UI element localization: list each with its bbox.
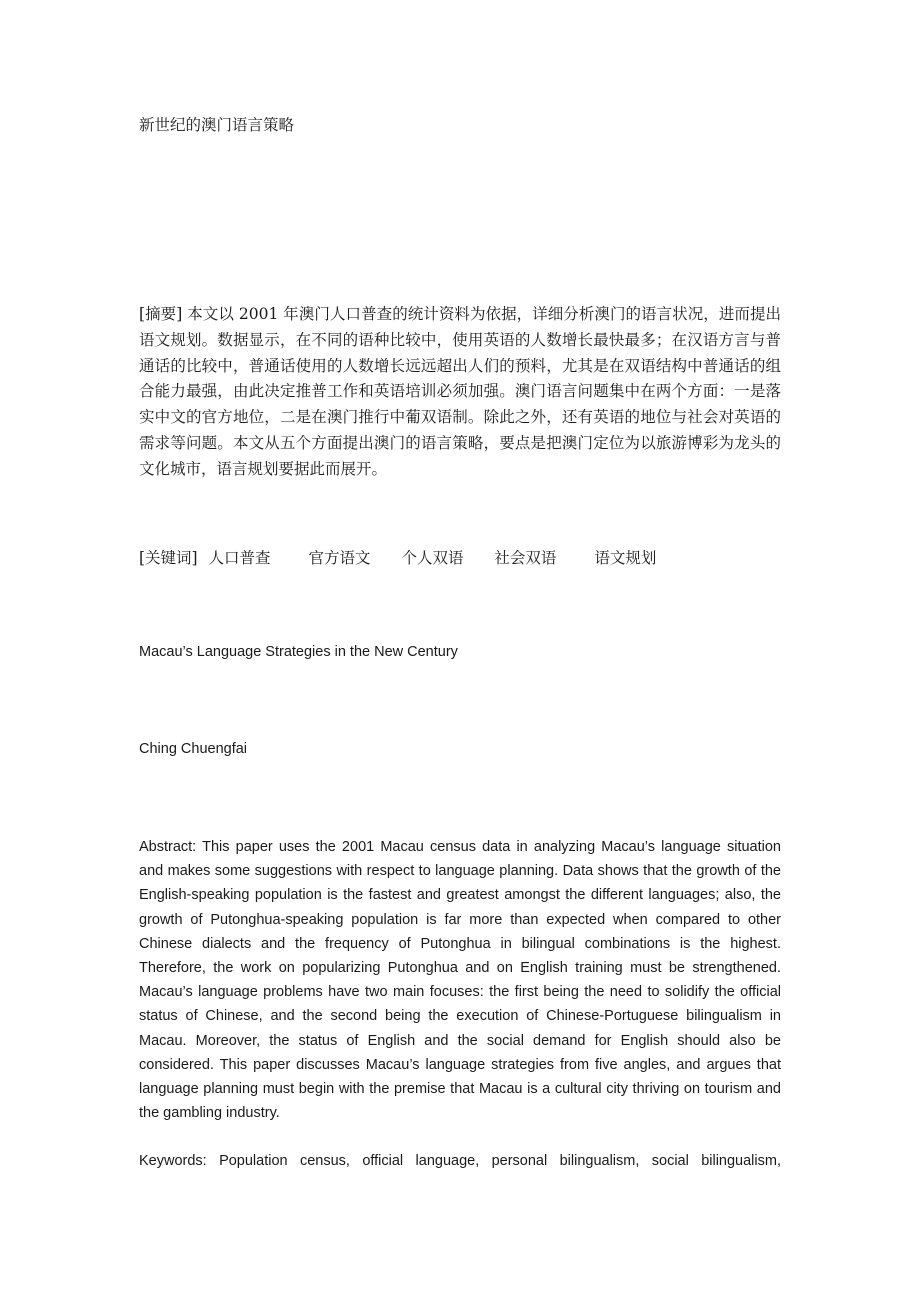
english-keywords: Keywords: Population census, official language, personal bilingualism, social bilingualism, [139,1153,781,1169]
chinese-keywords-label: [关键词] [139,549,198,567]
chinese-keyword: 语文规划 [594,549,657,567]
chinese-title: 新世纪的澳门语言策略 [139,116,295,134]
english-abstract: Abstract: This paper uses the 2001 Macau census data in analyzing Macau’s language situation and makes some suggestions with respect to language planning. Data shows that the growth of the English-speaking population is the fastest and greatest amongst the different languages; also, the growth of Putonghua-speaking population is far more than expected when compared to other Chinese dialects and the frequency of Putonghua in bilingual combinations is the highest. Therefore, the work on popularizing Putonghua and on English training must be strengthened. Macau’s language problems have two main focuses: the first being the need to solidify the official status of Chinese, and the second being the execution of Chinese-Portuguese bilingualism in Macau. Moreover, the status of English and the social demand for English should also be considered. This paper discusses Macau’s language strategies from five angles, and argues that language planning must begin with the premise that Macau is a cultural city thriving on tourism and the gambling industry. [139,839,781,1122]
chinese-keyword: 个人双语 [401,549,464,567]
english-title: Macau’s Language Strategies in the New Century [139,644,458,660]
chinese-keyword: 人口普查 [208,549,271,567]
chinese-abstract: [摘要] 本文以 2001 年澳门人口普查的统计资料为依据，详细分析澳门的语言状况，进而提出语文规划。数据显示，在不同的语种比较中，使用英语的人数增长最快最多；在汉语方言与普通话的比较中，普通话使用的人数增长远远超出人们的预料，尤其是在双语结构中普通话的组合能力最强，由此决定推普工作和英语培训必须加强。澳门语言问题集中在两个方面：一是落实中文的官方地位，二是在澳门推行中葡双语制。除此之外，还有英语的地位与社会对英语的需求等问题。本文从五个方面提出澳门的语言策略，要点是把澳门定位为以旅游博彩为龙头的文化城市，语言规划要据此而展开。 [139,305,781,478]
author-name: Ching Chuengfai [139,741,248,757]
chinese-keywords [139,546,656,568]
chinese-keyword: 官方语文 [308,549,371,567]
chinese-keyword: 社会双语 [494,549,557,567]
